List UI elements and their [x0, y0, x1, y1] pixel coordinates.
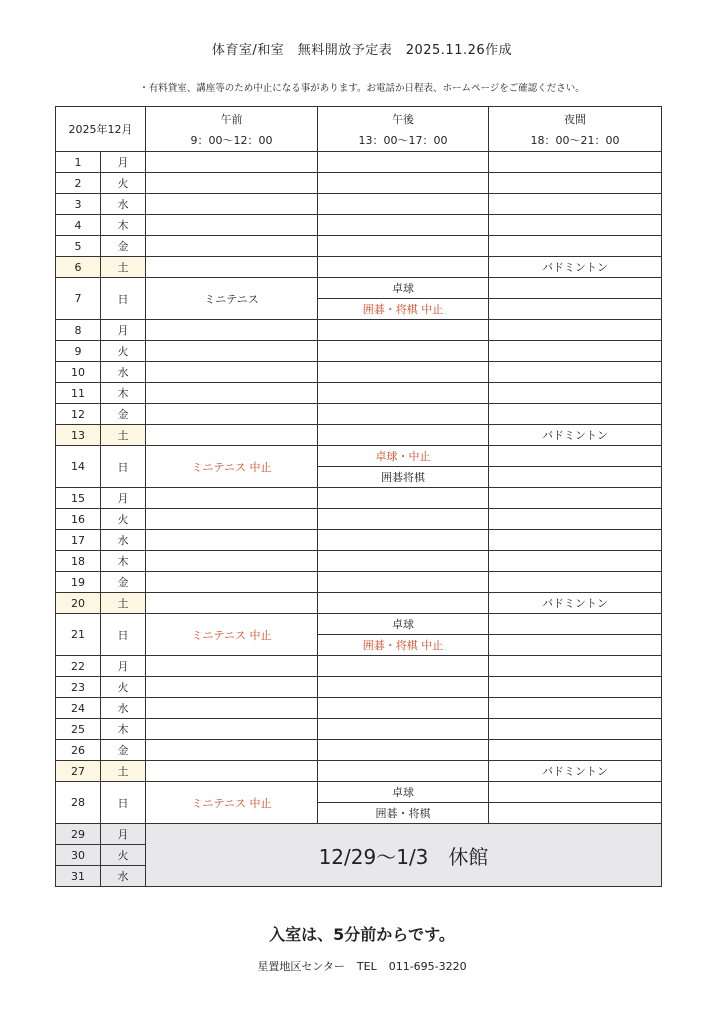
- table-row: [56, 593, 662, 614]
- day-number: 18: [56, 551, 101, 572]
- day-number: 15: [56, 488, 101, 509]
- night-cell: [489, 635, 662, 656]
- day-number: 29: [56, 824, 101, 845]
- notice-text: ・有料貸室、講座等のため中止になる事があります。お電話か日程表、ホームページをご確認ください。: [139, 83, 585, 94]
- pm-event: 囲碁・将棋: [318, 803, 489, 824]
- pm-cell: [318, 593, 489, 614]
- pm-cell: [318, 404, 489, 425]
- night-event: バドミントン: [489, 593, 662, 614]
- day-number: 2: [56, 173, 101, 194]
- pm-cell: [318, 236, 489, 257]
- day-number: 5: [56, 236, 101, 257]
- phone-number: 011-695-3220: [388, 960, 467, 973]
- day-number: 9: [56, 341, 101, 362]
- weekday: 月: [101, 488, 146, 509]
- weekday: 火: [101, 677, 146, 698]
- am-cell: [146, 362, 318, 383]
- am-event: ミニテニス 中止: [146, 446, 318, 488]
- pm-cell: [318, 761, 489, 782]
- night-cell: [489, 299, 662, 320]
- pm-cell: [318, 383, 489, 404]
- table-row: [56, 236, 662, 257]
- day-number: 25: [56, 719, 101, 740]
- weekday: 水: [101, 866, 146, 887]
- pm-event: 囲碁・将棋 中止: [318, 635, 489, 656]
- pm-event: 卓球・中止: [318, 446, 489, 467]
- weekday: 木: [101, 383, 146, 404]
- am-cell: [146, 551, 318, 572]
- day-number: 14: [56, 446, 101, 488]
- pm-cell: [318, 173, 489, 194]
- night-event: バドミントン: [489, 257, 662, 278]
- night-cell: [489, 530, 662, 551]
- weekday: 日: [101, 278, 146, 320]
- night-cell: [489, 320, 662, 341]
- weekday: 月: [101, 824, 146, 845]
- am-event: ミニテニス 中止: [146, 614, 318, 656]
- pm-cell: [318, 509, 489, 530]
- weekday: 火: [101, 509, 146, 530]
- night-title: 夜間: [564, 112, 586, 126]
- am-cell: [146, 425, 318, 446]
- am-cell: [146, 383, 318, 404]
- center-name: 星置地区センター: [257, 960, 345, 973]
- am-cell: [146, 257, 318, 278]
- weekday: 月: [101, 320, 146, 341]
- table-row: [56, 719, 662, 740]
- weekday: 木: [101, 551, 146, 572]
- night-cell: [489, 677, 662, 698]
- am-cell: [146, 509, 318, 530]
- night-cell: [489, 551, 662, 572]
- pm-event: 卓球: [318, 782, 489, 803]
- night-event: バドミントン: [489, 761, 662, 782]
- night-cell: [489, 656, 662, 677]
- table-row: [56, 152, 662, 173]
- pm-cell: [318, 152, 489, 173]
- pm-cell: [318, 215, 489, 236]
- am-event: ミニテニス 中止: [146, 782, 318, 824]
- table-row: [56, 572, 662, 593]
- weekday: 水: [101, 362, 146, 383]
- pm-cell: [318, 656, 489, 677]
- day-number: 13: [56, 425, 101, 446]
- am-cell: [146, 488, 318, 509]
- am-cell: [146, 341, 318, 362]
- table-row: [56, 215, 662, 236]
- weekday: 土: [101, 761, 146, 782]
- night-cell: [489, 719, 662, 740]
- day-number: 21: [56, 614, 101, 656]
- night-event: バドミントン: [489, 425, 662, 446]
- day-number: 4: [56, 215, 101, 236]
- day-number: 8: [56, 320, 101, 341]
- night-cell: [489, 152, 662, 173]
- night-cell: [489, 740, 662, 761]
- schedule-table: [55, 106, 662, 887]
- day-number: 22: [56, 656, 101, 677]
- pm-cell: [318, 257, 489, 278]
- pm-cell: [318, 719, 489, 740]
- day-number: 26: [56, 740, 101, 761]
- pm-event: 卓球: [318, 614, 489, 635]
- am-event: ミニテニス: [146, 278, 318, 320]
- am-cell: [146, 530, 318, 551]
- night-cell: [489, 782, 662, 803]
- night-time: 18：00～21：00: [530, 133, 620, 147]
- day-number: 20: [56, 593, 101, 614]
- night-cell: [489, 278, 662, 299]
- pm-event: 卓球: [318, 278, 489, 299]
- weekday: 火: [101, 845, 146, 866]
- weekday: 土: [101, 257, 146, 278]
- table-row: [56, 278, 662, 299]
- afternoon-time: 13：00～17：00: [358, 133, 448, 147]
- table-row: [56, 362, 662, 383]
- table-row: [56, 341, 662, 362]
- pm-cell: [318, 740, 489, 761]
- weekday: 土: [101, 593, 146, 614]
- pm-cell: [318, 194, 489, 215]
- pm-cell: [318, 698, 489, 719]
- weekday: 日: [101, 446, 146, 488]
- night-cell: [489, 215, 662, 236]
- weekday: 水: [101, 530, 146, 551]
- am-cell: [146, 593, 318, 614]
- table-row: [56, 383, 662, 404]
- table-row: [56, 656, 662, 677]
- night-cell: [489, 509, 662, 530]
- am-cell: [146, 677, 318, 698]
- weekday: 月: [101, 656, 146, 677]
- night-cell: [489, 572, 662, 593]
- day-number: 17: [56, 530, 101, 551]
- night-header: [489, 107, 662, 152]
- night-cell: [489, 383, 662, 404]
- day-number: 16: [56, 509, 101, 530]
- morning-title: 午前: [220, 112, 243, 126]
- weekday: 木: [101, 719, 146, 740]
- day-number: 24: [56, 698, 101, 719]
- am-cell: [146, 215, 318, 236]
- table-row: [56, 404, 662, 425]
- weekday: 月: [101, 152, 146, 173]
- weekday: 日: [101, 614, 146, 656]
- am-cell: [146, 761, 318, 782]
- am-cell: [146, 572, 318, 593]
- am-cell: [146, 656, 318, 677]
- pm-cell: [318, 677, 489, 698]
- am-cell: [146, 194, 318, 215]
- night-cell: [489, 803, 662, 824]
- closure-notice: 12/29～1/3 休館: [146, 824, 662, 887]
- pm-cell: [318, 320, 489, 341]
- weekday: 水: [101, 698, 146, 719]
- weekday: 金: [101, 236, 146, 257]
- table-row: [56, 425, 662, 446]
- table-row: [56, 614, 662, 635]
- afternoon-header: [318, 107, 489, 152]
- day-number: 7: [56, 278, 101, 320]
- table-row: [56, 446, 662, 467]
- pm-event: 囲碁将棋: [318, 467, 489, 488]
- day-number: 6: [56, 257, 101, 278]
- weekday: 土: [101, 425, 146, 446]
- weekday: 火: [101, 341, 146, 362]
- weekday: 金: [101, 572, 146, 593]
- night-cell: [489, 467, 662, 488]
- am-cell: [146, 236, 318, 257]
- table-row: [56, 257, 662, 278]
- table-row: [56, 173, 662, 194]
- am-cell: [146, 719, 318, 740]
- night-cell: [489, 173, 662, 194]
- night-cell: [489, 236, 662, 257]
- am-cell: [146, 740, 318, 761]
- pm-cell: [318, 362, 489, 383]
- day-number: 23: [56, 677, 101, 698]
- morning-time: 9：00～12：00: [190, 133, 273, 147]
- table-row: [56, 488, 662, 509]
- pm-cell: [318, 551, 489, 572]
- month-header: 2025年12月: [56, 107, 146, 152]
- morning-header: [146, 107, 318, 152]
- table-row: [56, 530, 662, 551]
- table-row: [56, 824, 662, 845]
- am-cell: [146, 320, 318, 341]
- night-cell: [489, 614, 662, 635]
- weekday: 木: [101, 215, 146, 236]
- am-cell: [146, 404, 318, 425]
- pm-event: 囲碁・将棋 中止: [318, 299, 489, 320]
- night-cell: [489, 341, 662, 362]
- afternoon-title: 午後: [392, 112, 414, 126]
- table-row: [56, 509, 662, 530]
- night-cell: [489, 698, 662, 719]
- pm-cell: [318, 572, 489, 593]
- day-number: 28: [56, 782, 101, 824]
- weekday: 金: [101, 404, 146, 425]
- pm-cell: [318, 530, 489, 551]
- weekday: 水: [101, 194, 146, 215]
- am-cell: [146, 173, 318, 194]
- table-row: [56, 782, 662, 803]
- pm-cell: [318, 488, 489, 509]
- footer: [0, 958, 724, 974]
- day-number: 19: [56, 572, 101, 593]
- night-cell: [489, 362, 662, 383]
- table-row: [56, 194, 662, 215]
- table-row: [56, 551, 662, 572]
- table-row: [56, 320, 662, 341]
- night-cell: [489, 488, 662, 509]
- table-row: [56, 677, 662, 698]
- day-number: 3: [56, 194, 101, 215]
- am-cell: [146, 152, 318, 173]
- table-row: [56, 740, 662, 761]
- day-number: 30: [56, 845, 101, 866]
- night-cell: [489, 404, 662, 425]
- entry-note: 入室は、5分前からです。: [269, 925, 455, 944]
- tel-label: TEL: [356, 960, 377, 973]
- weekday: 火: [101, 173, 146, 194]
- day-number: 12: [56, 404, 101, 425]
- table-row: [56, 698, 662, 719]
- table-header-row: [56, 107, 662, 152]
- table-row: [56, 761, 662, 782]
- pm-cell: [318, 341, 489, 362]
- day-number: 27: [56, 761, 101, 782]
- day-number: 31: [56, 866, 101, 887]
- night-cell: [489, 446, 662, 467]
- day-number: 1: [56, 152, 101, 173]
- weekday: 金: [101, 740, 146, 761]
- day-number: 11: [56, 383, 101, 404]
- day-number: 10: [56, 362, 101, 383]
- night-cell: [489, 194, 662, 215]
- am-cell: [146, 698, 318, 719]
- weekday: 日: [101, 782, 146, 824]
- pm-cell: [318, 425, 489, 446]
- page-title: 体育室/和室 無料開放予定表 2025.11.26作成: [211, 43, 513, 58]
